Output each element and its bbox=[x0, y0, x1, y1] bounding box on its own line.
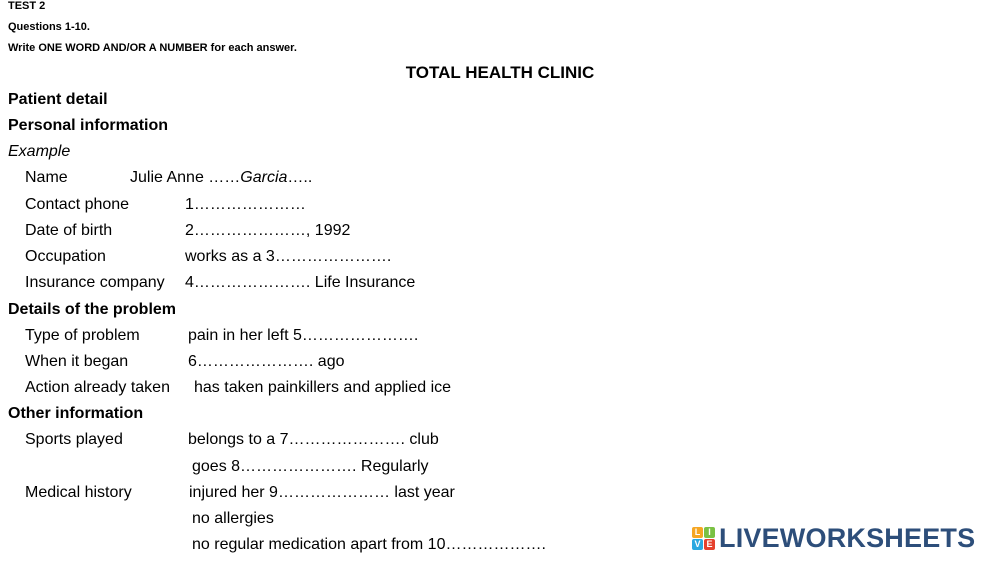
logo-letter-e: E bbox=[704, 539, 715, 550]
sports-label: Sports played bbox=[25, 431, 123, 448]
insurance-label: Insurance company bbox=[25, 274, 165, 291]
medical-answer-9: injured her 9………………… last year bbox=[189, 484, 455, 501]
medication-answer-10: no regular medication apart from 10………………. bbox=[192, 536, 546, 553]
name-label: Name bbox=[25, 169, 68, 186]
phone-answer-1: 1………………… bbox=[185, 196, 306, 213]
dob-answer-2: 2…………………, 1992 bbox=[185, 222, 351, 239]
questions-label: Questions 1-10. bbox=[8, 21, 90, 33]
logo-letter-l: L bbox=[692, 527, 703, 538]
began-label: When it began bbox=[25, 353, 129, 370]
phone-label: Contact phone bbox=[25, 196, 130, 213]
occupation-answer-3: works as a 3…………………. bbox=[185, 248, 392, 265]
sports-answer-8: goes 8…………………. Regularly bbox=[192, 458, 429, 475]
logo-letter-v: V bbox=[692, 539, 703, 550]
section-other-information: Other information bbox=[8, 405, 144, 422]
medical-history-label: Medical history bbox=[25, 484, 132, 501]
name-suffix: ….. bbox=[287, 169, 313, 186]
allergies-value: no allergies bbox=[192, 510, 274, 527]
name-value bbox=[130, 169, 312, 187]
instruction-text: Write ONE WORD AND/OR A NUMBER for each answer. bbox=[8, 42, 297, 54]
logo-mark-icon bbox=[692, 527, 715, 550]
action-label: Action already taken bbox=[25, 379, 170, 396]
problem-type-label: Type of problem bbox=[25, 327, 140, 344]
began-answer-6: 6…………………. ago bbox=[188, 353, 345, 370]
page-title: TOTAL HEALTH CLINIC bbox=[405, 63, 595, 82]
action-value: has taken painkillers and applied ice bbox=[194, 379, 452, 396]
insurance-answer-4: 4…………………. Life Insurance bbox=[185, 274, 416, 291]
test-label: TEST 2 bbox=[8, 0, 46, 12]
occupation-label: Occupation bbox=[25, 248, 106, 265]
example-label: Example bbox=[8, 143, 71, 160]
sports-answer-7: belongs to a 7…………………. club bbox=[188, 431, 439, 448]
section-personal-information: Personal information bbox=[8, 117, 169, 134]
name-prefix: Julie Anne …… bbox=[130, 169, 241, 186]
logo-letter-i: I bbox=[704, 527, 715, 538]
logo-text: LIVEWORKSHEETS bbox=[719, 522, 976, 553]
section-patient-detail: Patient detail bbox=[8, 91, 108, 108]
dob-label: Date of birth bbox=[25, 222, 113, 239]
liveworksheets-logo bbox=[692, 524, 975, 552]
name-example-answer: Garcia bbox=[240, 169, 288, 186]
problem-type-answer-5: pain in her left 5…………………. bbox=[188, 327, 419, 344]
section-details-problem: Details of the problem bbox=[8, 301, 177, 318]
